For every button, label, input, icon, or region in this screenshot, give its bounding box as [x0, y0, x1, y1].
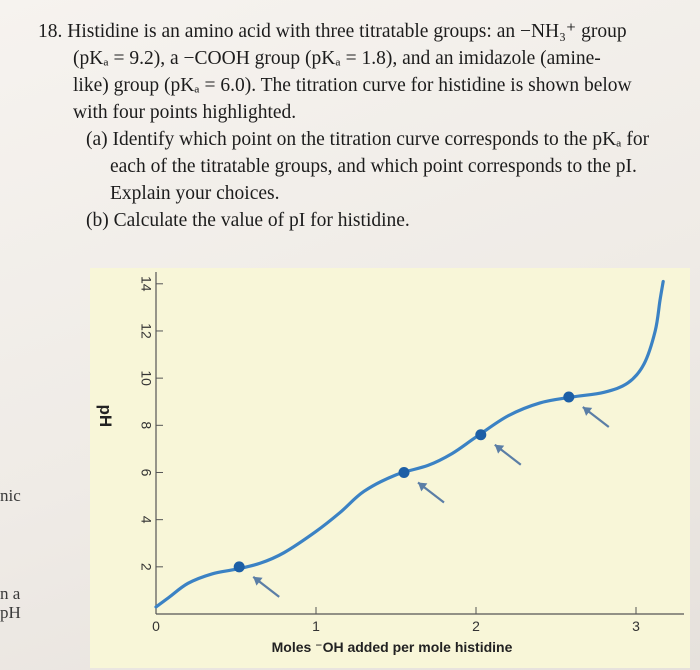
y-axis-label: pH: [96, 404, 115, 428]
x-tick-label: 1: [312, 618, 320, 634]
problem-line: 18. Histidine is an amino acid with three titratable groups: an −NH₃⁺ group: [38, 21, 627, 42]
problem-line: like) group (pKₐ = 6.0). The titration curve for histidine is shown below: [73, 75, 632, 96]
y-tick-label: 6: [138, 468, 155, 477]
highlighted-point: [475, 429, 486, 440]
problem-line: with four points highlighted.: [73, 102, 297, 123]
margin-fragment: nic: [0, 486, 21, 505]
x-tick-label: 2: [472, 618, 480, 634]
y-tick-label: 14: [138, 276, 155, 292]
highlighted-point: [399, 467, 410, 478]
y-tick-label: 8: [138, 421, 155, 430]
problem-line: (pKₐ = 9.2), a −COOH group (pKₐ = 1.8), and an imidazole (amine-: [73, 48, 601, 69]
margin-fragment: n a: [0, 584, 21, 603]
y-tick-label: 2: [138, 562, 155, 571]
titration-curve: [156, 281, 663, 606]
y-tick-label: 4: [138, 515, 155, 524]
titration-chart: [90, 268, 690, 668]
y-tick-label: 12: [138, 323, 155, 339]
y-tick-label: 10: [138, 370, 155, 386]
problem-part-a: (a) Identify which point on the titration curve corresponds to the pKₐ for: [86, 129, 650, 150]
x-tick-label: 3: [632, 618, 640, 634]
problem-text: [38, 18, 688, 234]
chart-panel: [90, 268, 690, 668]
highlighted-point: [234, 561, 245, 572]
highlighted-point: [563, 392, 574, 403]
problem-part-b: (b) Calculate the value of pI for histidine.: [86, 210, 410, 231]
x-tick-label: 0: [152, 618, 160, 634]
problem-line: Explain your choices.: [110, 183, 280, 204]
problem-line: each of the titratable groups, and which point corresponds to the pI.: [110, 156, 637, 177]
margin-fragment: pH: [0, 603, 21, 622]
x-axis-label: Moles ⁻OH added per mole histidine: [271, 639, 513, 655]
